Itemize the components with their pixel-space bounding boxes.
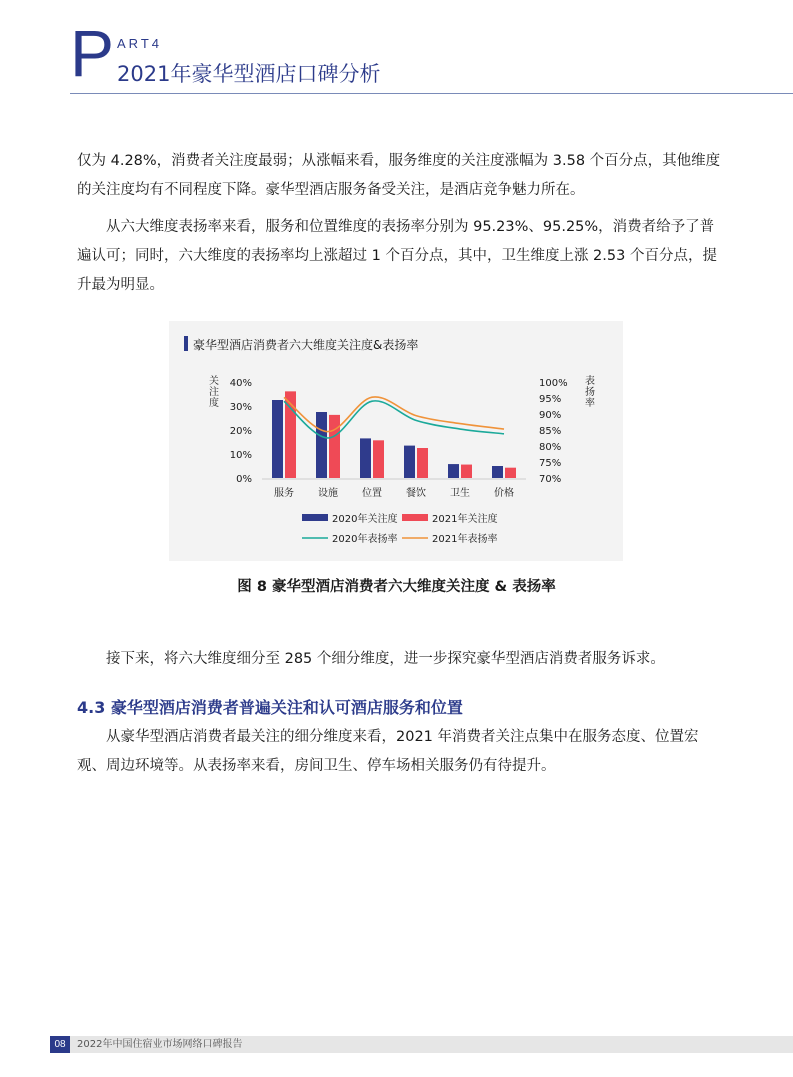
- y-left-tick-label: 10%: [229, 450, 252, 461]
- header-divider: [70, 93, 793, 94]
- y-right-tick-label: 70%: [539, 474, 562, 485]
- figure-caption: 图 8 豪华型酒店消费者六大维度关注度 & 表扬率: [237, 579, 556, 595]
- paragraph-2: 从六大维度表扬率来看，服务和位置维度的表扬率分别为 95.23%、95.25%，消费者给予了普遍认可；同时，六大维度的表扬率均上涨超过 1 个百分点，其中，卫生维度上涨 2.53 个百分点，提升最为明显。: [77, 219, 717, 293]
- footer-report-title: 2022年中国住宿业市场网络口碑报告: [77, 1039, 243, 1050]
- legend-label-2: 2020年表扬率: [332, 534, 398, 545]
- chart-title-marker: [184, 336, 188, 351]
- bar-2020-5: [492, 466, 503, 478]
- legend-swatch-0: [302, 514, 328, 521]
- x-tick-label: 价格: [494, 488, 514, 499]
- part-label: ART4: [117, 36, 162, 51]
- chart-figure: [169, 321, 623, 561]
- y-axis-left-label: 关注度: [209, 376, 219, 409]
- bar-2021-3: [417, 448, 428, 478]
- footer-page-number: 08: [50, 1036, 70, 1053]
- y-right-tick-label: 85%: [539, 426, 562, 437]
- legend-label-3: 2021年表扬率: [432, 534, 498, 545]
- bar-2020-4: [448, 464, 459, 478]
- bar-2020-1: [316, 412, 327, 478]
- bar-2021-1: [329, 415, 340, 478]
- x-tick-label: 卫生: [450, 488, 470, 499]
- part-letter: P: [70, 16, 115, 90]
- chart-title: 豪华型酒店消费者六大维度关注度&表扬率: [193, 338, 419, 352]
- paragraph-1: 仅为 4.28%，消费者关注度最弱；从涨幅来看，服务维度的关注度涨幅为 3.58 个百分点，其他维度的关注度均有不同程度下降。豪华型酒店服务备受关注，是酒店竞争魅力所在。: [77, 153, 721, 198]
- chart-svg: [169, 321, 623, 561]
- bar-2021-4: [461, 465, 472, 478]
- legend-label-1: 2021年关注度: [432, 514, 498, 525]
- x-tick-label: 设施: [318, 488, 338, 499]
- x-tick-label: 餐饮: [406, 488, 426, 499]
- y-left-tick-label: 0%: [236, 474, 252, 485]
- bar-2021-5: [505, 468, 516, 478]
- section-heading: 4.3 豪华型酒店消费者普遍关注和认可酒店服务和位置: [77, 698, 463, 717]
- bar-2020-3: [404, 446, 415, 478]
- legend-label-0: 2020年关注度: [332, 514, 398, 525]
- y-axis-right-label: 表扬率: [585, 376, 595, 409]
- y-right-tick-label: 80%: [539, 442, 562, 453]
- x-tick-label: 位置: [362, 488, 382, 499]
- page-title: 2021年豪华型酒店口碑分析: [117, 62, 381, 86]
- y-left-tick-label: 40%: [229, 378, 252, 389]
- bar-2021-2: [373, 440, 384, 478]
- paragraph-3: 接下来，将六大维度细分至 285 个细分维度，进一步探究豪华型酒店消费者服务诉求。: [106, 651, 665, 667]
- bar-2020-0: [272, 400, 283, 478]
- y-right-tick-label: 100%: [539, 378, 568, 389]
- legend-swatch-1: [402, 514, 428, 521]
- y-left-tick-label: 20%: [229, 426, 252, 437]
- y-right-tick-label: 75%: [539, 458, 562, 469]
- bar-2020-2: [360, 438, 371, 478]
- y-right-tick-label: 90%: [539, 410, 562, 421]
- paragraph-4: 从豪华型酒店消费者最关注的细分维度来看，2021 年消费者关注点集中在服务态度、位置宏观、周边环境等。从表扬率来看，房间卫生、停车场相关服务仍有待提升。: [77, 729, 699, 774]
- x-tick-label: 服务: [274, 488, 294, 499]
- y-right-tick-label: 95%: [539, 394, 562, 405]
- y-left-tick-label: 30%: [229, 402, 252, 413]
